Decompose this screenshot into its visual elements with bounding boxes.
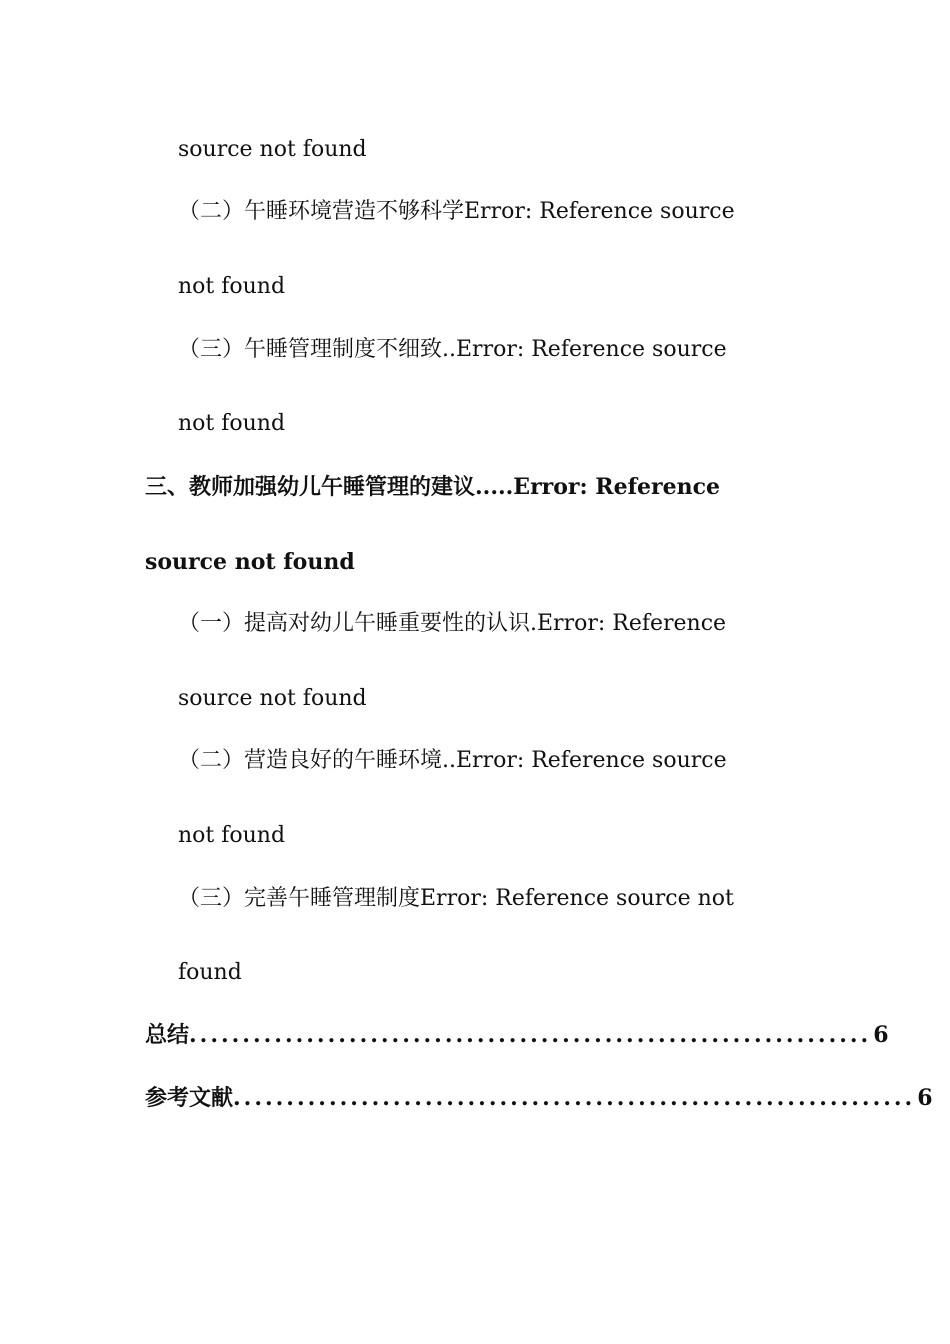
toc-entry-3-3: （三）完善午睡管理制度Error: Reference source not xyxy=(178,886,734,911)
toc-entry-3-2: （二）营造良好的午睡环境..Error: Reference source xyxy=(178,748,727,773)
toc-line-continuation: source not found xyxy=(178,686,367,711)
toc-page-number: 6 xyxy=(917,1085,933,1111)
toc-entry-title: 总结 xyxy=(145,1022,190,1048)
toc-entry-2-2: （二）午睡环境营造不够科学Error: Reference source xyxy=(178,199,735,224)
toc-dot-leader: ................................................................ xyxy=(189,1022,872,1048)
toc-line-continuation: not found xyxy=(178,411,286,436)
toc-line-continuation: not found xyxy=(178,274,286,299)
toc-entry-title: 参考文献 xyxy=(145,1085,234,1111)
toc-entry-3-1: （一）提高对幼儿午睡重要性的认识.Error: Reference xyxy=(178,611,727,636)
toc-entry-references xyxy=(145,1085,933,1111)
toc-page-number: 6 xyxy=(873,1022,889,1048)
toc-entry-2-3: （三）午睡管理制度不细致..Error: Reference source xyxy=(178,337,727,362)
toc-line-continuation: found xyxy=(178,960,242,985)
toc-line-continuation: not found xyxy=(178,823,286,848)
toc-line-continuation: source not found xyxy=(178,137,367,162)
toc-entry-3: 三、教师加强幼儿午睡管理的建议.....Error: Reference xyxy=(145,474,721,500)
toc-entry-summary xyxy=(145,1022,889,1048)
toc-line-continuation: source not found xyxy=(145,549,355,575)
toc-dot-leader: ................................................................ xyxy=(233,1085,916,1111)
